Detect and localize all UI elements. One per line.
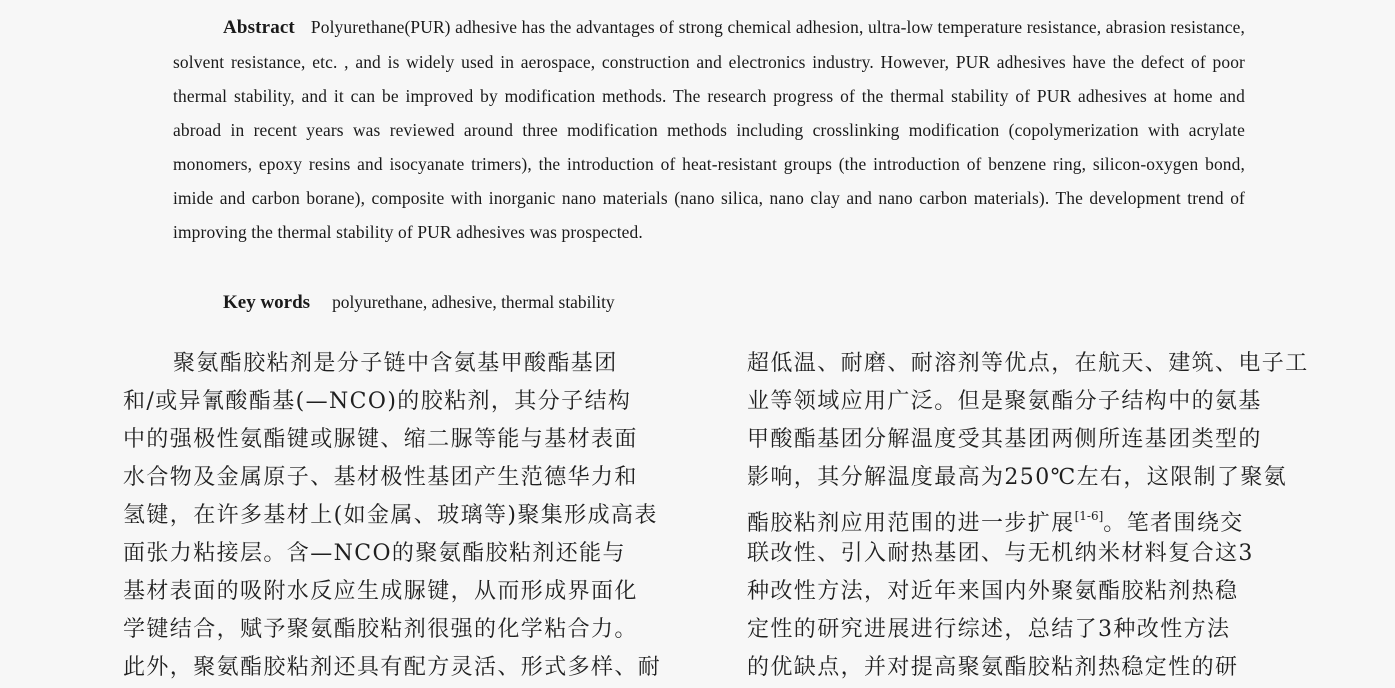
body-line: 定性的研究进展进行综述，总结了3种改性方法 [747, 617, 1231, 642]
body-line: 水合物及金属原子、基材极性基团产生范德华力和 [123, 465, 638, 490]
body-line: 中的强极性氨酯键或脲键、缩二脲等能与基材表面 [123, 427, 638, 452]
body-line: 种改性方法，对近年来国内外聚氨酯胶粘剂热稳 [747, 579, 1239, 604]
body-column-left [123, 345, 671, 687]
body-line: 的优缺点，并对提高聚氨酯胶粘剂热稳定性的研 [747, 655, 1239, 680]
citation-superscript: [1-6] [1074, 509, 1104, 523]
body-line: 甲酸酯基团分解温度受其基团两侧所连基团类型的 [747, 427, 1262, 452]
body-column-right [747, 345, 1309, 687]
abstract-label: Abstract [223, 17, 295, 38]
body-text: 。笔者围绕交 [1103, 511, 1244, 536]
body-line-with-citation [747, 497, 1295, 535]
keywords-label: Key words [223, 292, 311, 313]
body-line: 和/或异氰酸酯基(—NCO)的胶粘剂，其分子结构 [123, 389, 632, 414]
keywords-line [223, 285, 615, 320]
keywords-text: polyurethane, adhesive, thermal stability [332, 292, 615, 312]
body-line: 面张力粘接层。含—NCO的聚氨酯胶粘剂还能与 [123, 541, 626, 566]
body-line: 此外，聚氨酯胶粘剂还具有配方灵活、形式多样、耐 [123, 655, 662, 680]
body-line: 影响，其分解温度最高为250℃左右，这限制了聚氨 [747, 465, 1288, 490]
body-text: 酯胶粘剂应用范围的进一步扩展 [747, 511, 1075, 536]
body-line: 基材表面的吸附水反应生成脲键，从而形成界面化 [123, 579, 638, 604]
abstract-paragraph [173, 10, 1245, 249]
abstract-text: Polyurethane(PUR) adhesive has the advantages of strong chemical adhesion, ultra-low temperature resistance, abrasion resistance, solvent resistance, etc. , and is widely used in aerospace, construction and electronics industry. However, PUR adhesives have the defect of poor thermal stability, and it can be improved by modification methods. The research progress of the thermal stability of PUR adhesives at home and abroad in recent years was reviewed around three modification methods including crosslinking modification (copolymerization with acrylate monomers, epoxy resins and isocyanate trimers), the introduction of heat-resistant groups (the introduction of benzene ring, silicon-oxygen bond, imide and carbon borane), composite with inorganic nano materials (nano silica, nano clay and nano carbon materials). The development trend of improving the thermal stability of PUR adhesives was prospected. [173, 17, 1245, 242]
body-line: 氢键，在许多基材上(如金属、玻璃等)聚集形成高表 [123, 503, 658, 528]
body-line: 超低温、耐磨、耐溶剂等优点，在航天、建筑、电子工 [747, 351, 1309, 376]
body-line: 学键结合，赋予聚氨酯胶粘剂很强的化学粘合力。 [123, 617, 638, 642]
body-line: 联改性、引入耐热基团、与无机纳米材料复合这3 [747, 541, 1254, 566]
body-line: 业等领域应用广泛。但是聚氨酯分子结构中的氨基 [747, 389, 1262, 414]
body-line: 聚氨酯胶粘剂是分子链中含氨基甲酸酯基团 [173, 351, 618, 376]
